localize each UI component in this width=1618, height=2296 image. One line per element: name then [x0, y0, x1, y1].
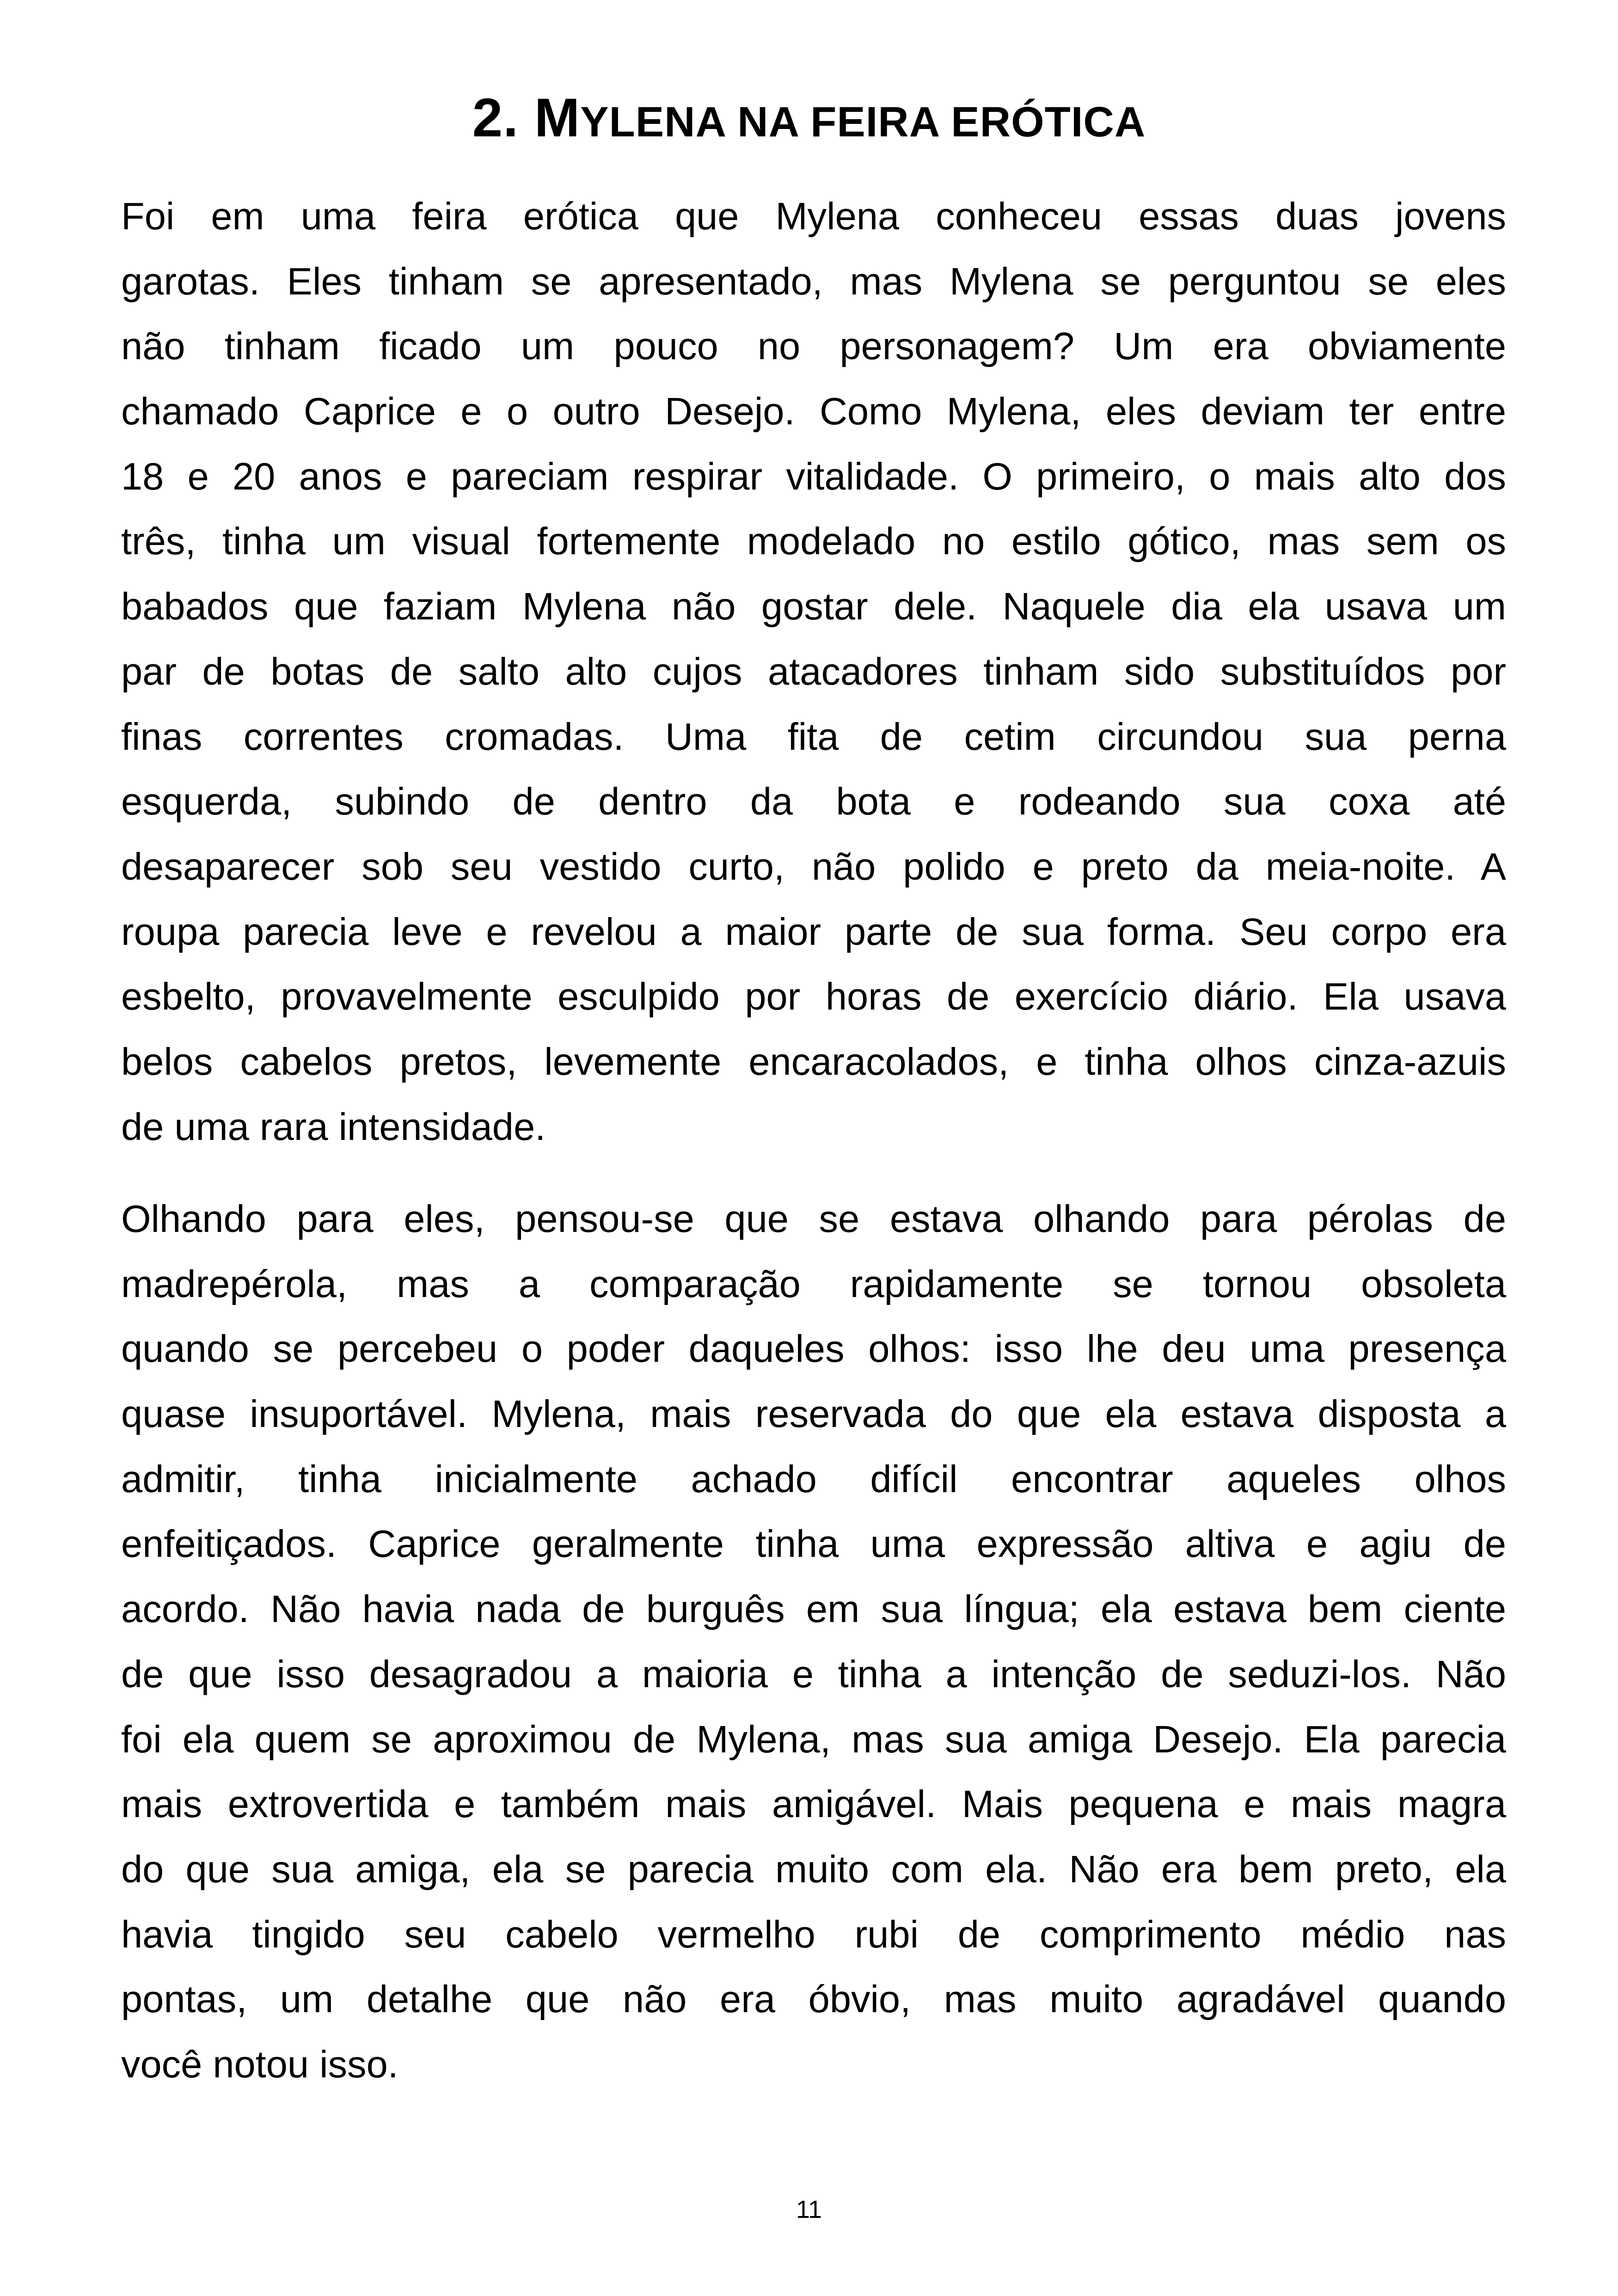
text-line: babados que faziam Mylena não gostar dele. Naquele dia ela usava um	[121, 585, 1506, 628]
paragraph	[121, 1187, 1506, 2097]
chapter-title	[0, 83, 1618, 157]
text-line: chamado Caprice e o outro Desejo. Como Mylena, eles deviam ter entre	[121, 390, 1506, 433]
text-line: não tinham ficado um pouco no personagem? Um era obviamente	[121, 325, 1506, 368]
text-line: de que isso desagradou a maioria e tinha a intenção de seduzi-los. Não	[121, 1652, 1506, 1696]
text-line: Olhando para eles, pensou-se que se estava olhando para pérolas de	[121, 1197, 1506, 1240]
text-line: havia tingido seu cabelo vermelho rubi de comprimento médio nas	[121, 1912, 1506, 1956]
chapter-number: 2.	[472, 87, 519, 148]
text-line: Foi em uma feira erótica que Mylena conheceu essas duas jovens	[121, 195, 1506, 238]
text-line: você notou isso.	[121, 2042, 398, 2086]
text-line: quase insuportável. Mylena, mais reservada do que ela estava disposta a	[121, 1392, 1506, 1436]
text-line: acordo. Não havia nada de burguês em sua língua; ela estava bem ciente	[121, 1587, 1506, 1631]
text-line: garotas. Eles tinham se apresentado, mas Mylena se perguntou se eles	[121, 259, 1506, 303]
text-line: esbelto, provavelmente esculpido por horas de exercício diário. Ela usava	[121, 975, 1506, 1018]
text-line: foi ela quem se aproximou de Mylena, mas sua amiga Desejo. Ela parecia	[121, 1717, 1506, 1761]
chapter-title-rest: YLENA NA FEIRA ERÓTICA	[580, 98, 1146, 146]
text-line: do que sua amiga, ela se parecia muito com ela. Não era bem preto, ela	[121, 1847, 1506, 1891]
text-line: três, tinha um visual fortemente modelado no estilo gótico, mas sem os	[121, 520, 1506, 563]
text-line: madrepérola, mas a comparação rapidamente se tornou obsoleta	[121, 1262, 1506, 1305]
text-line: finas correntes cromadas. Uma fita de cetim circundou sua perna	[121, 715, 1506, 758]
text-line: desaparecer sob seu vestido curto, não polido e preto da meia-noite. A	[121, 845, 1506, 888]
text-line: esquerda, subindo de dentro da bota e rodeando sua coxa até	[121, 780, 1506, 823]
text-line: admitir, tinha inicialmente achado difícil encontrar aqueles olhos	[121, 1457, 1506, 1500]
text-line: roupa parecia leve e revelou a maior parte de sua forma. Seu corpo era	[121, 910, 1506, 953]
text-line: pontas, um detalhe que não era óbvio, mas muito agradável quando	[121, 1978, 1506, 2021]
text-line: belos cabelos pretos, levemente encaracolados, e tinha olhos cinza-azuis	[121, 1040, 1506, 1083]
chapter-title-initial: M	[534, 87, 581, 148]
text-line: par de botas de salto alto cujos atacadores tinham sido substituídos por	[121, 649, 1506, 693]
text-line: enfeitiçados. Caprice geralmente tinha uma expressão altiva e agiu de	[121, 1522, 1506, 1566]
text-line: 18 e 20 anos e pareciam respirar vitalidade. O primeiro, o mais alto dos	[121, 454, 1506, 498]
paragraph	[121, 184, 1506, 1159]
text-line: mais extrovertida e também mais amigável. Mais pequena e mais magra	[121, 1782, 1506, 1826]
page-number: 11	[796, 2196, 822, 2223]
text-line: de uma rara intensidade.	[121, 1105, 546, 1148]
text-line: quando se percebeu o poder daqueles olhos: isso lhe deu uma presença	[121, 1327, 1506, 1371]
